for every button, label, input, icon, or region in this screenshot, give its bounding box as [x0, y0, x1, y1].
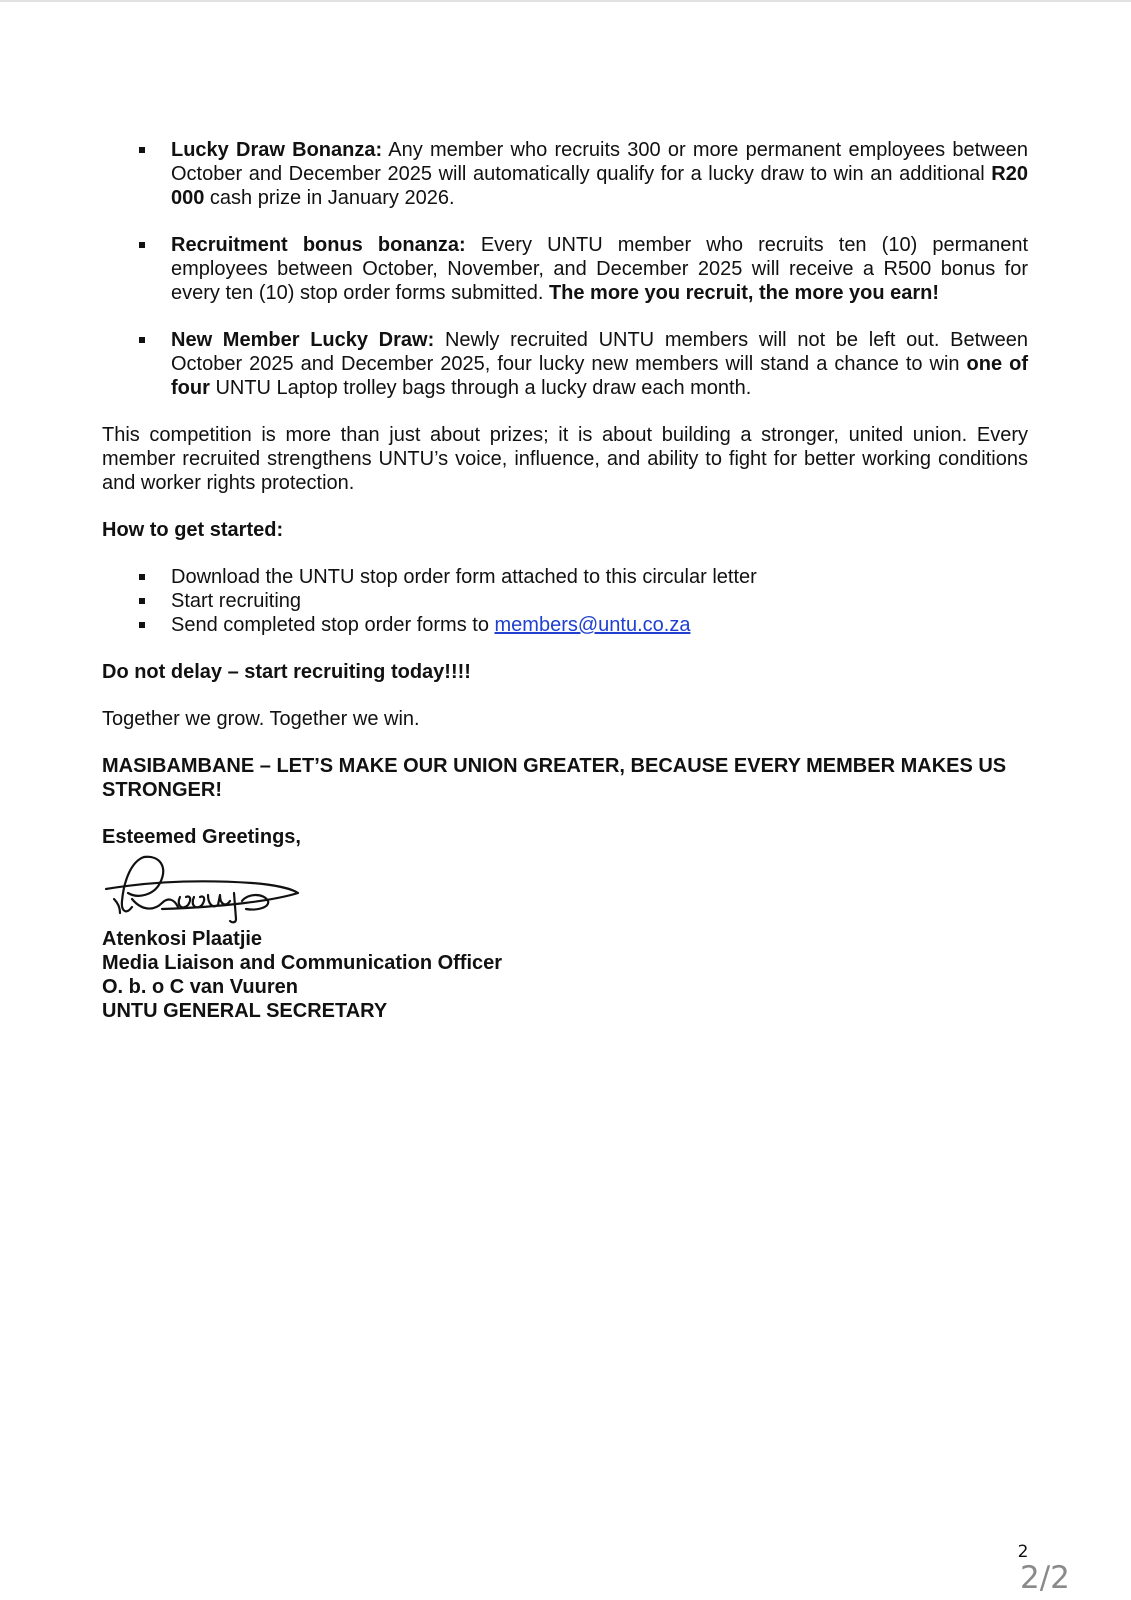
prize-list	[102, 138, 1028, 400]
item-text: Newly recruited UNTU members will not be left out. Between October 2025 and December 2025, four lucky new members will stand a chance to win	[171, 329, 1028, 375]
signatory-name: Atenkosi Plaatjie	[102, 928, 263, 950]
list-item-new-member-draw	[102, 328, 1028, 400]
call-to-action-text: Do not delay – start recruiting today!!!!	[102, 661, 471, 683]
item-text: Any member who recruits 300 or more permanent employees between October and December 2025 will automatically qualify for a lucky draw to win an additional	[171, 139, 1028, 185]
list-item-recruitment-bonus	[102, 233, 1028, 305]
handwritten-signature	[102, 849, 302, 925]
signature-block	[102, 825, 1028, 1023]
competition-paragraph: This competition is more than just about prizes; it is about building a stronger, united union. Every member recruited strengthens UNTU’s voice, influence, and ability to fight for better working conditions and worker rights protection.	[102, 424, 1028, 494]
signatory-role: UNTU GENERAL SECRETARY	[102, 1000, 388, 1022]
list-item-lucky-draw	[102, 138, 1028, 210]
document-page	[102, 138, 1028, 1023]
item-bold: The more you recruit, the more you earn!	[548, 282, 940, 304]
signatory-obo: O. b. o C van Vuuren	[102, 976, 298, 998]
step-download: Download the UNTU stop order form attached to this circular letter	[102, 565, 1028, 589]
step-recruit: Start recruiting	[102, 589, 1028, 613]
item-lead: New Member Lucky Draw:	[171, 329, 435, 351]
item-text: UNTU Laptop trolley bags through a lucky draw each month.	[209, 377, 752, 399]
slogan	[102, 754, 1028, 802]
page-number: 2	[1017, 1542, 1029, 1562]
slogan-text: MASIBAMBANE – LET’S MAKE OUR UNION GREATER, BECAUSE EVERY MEMBER MAKES US STRONGER!	[102, 755, 1007, 801]
top-border	[0, 0, 1131, 2]
item-bold: R20 000	[171, 163, 1028, 209]
item-lead: Recruitment bonus bonanza:	[171, 234, 466, 256]
item-lead: Lucky Draw Bonanza:	[171, 139, 383, 161]
email-link[interactable]: members@untu.co.za	[494, 614, 691, 636]
item-bold: one of four	[171, 353, 1028, 399]
step-send	[102, 613, 1028, 637]
steps-list	[102, 565, 1028, 637]
signatory-title: Media Liaison and Communication Officer	[102, 952, 503, 974]
item-text: Every UNTU member who recruits ten (10) permanent employees between October, November, and December 2025 will receive a R500 bonus for every ten (10) stop order forms submitted.	[171, 234, 1028, 304]
page-counter: 2/2	[1020, 1560, 1070, 1596]
how-to-heading-text: How to get started:	[102, 519, 284, 541]
item-text: cash prize in January 2026.	[204, 187, 455, 209]
greeting: Esteemed Greetings,	[102, 826, 301, 848]
how-to-heading	[102, 518, 1028, 542]
signatory-details	[102, 927, 1028, 1023]
together-line: Together we grow. Together we win.	[102, 708, 420, 730]
step-send-text: Send completed stop order forms to	[171, 614, 495, 636]
call-to-action	[102, 660, 1028, 684]
